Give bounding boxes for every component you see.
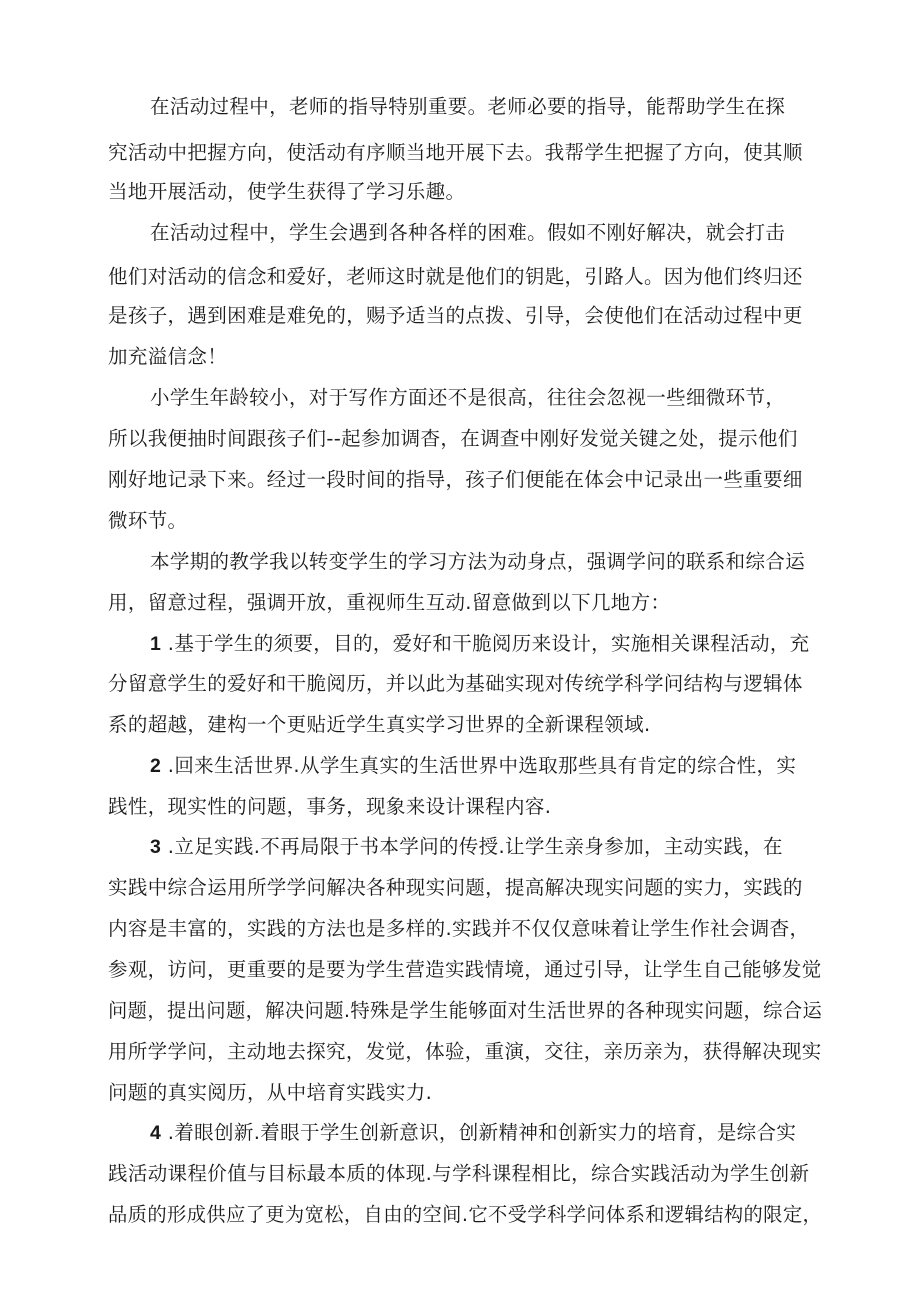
list-item-line: 3 .立足实践.不再局限于书本学问的传授.让学生亲身参加，主动实践，在 — [150, 835, 783, 858]
paragraph-line: 本学期的教学我以转变学生的学习方法为动身点，强调学问的联系和综合运 — [150, 550, 806, 573]
paragraph-line: 践性，现实性的问题，事务，现象来设计课程内容. — [108, 795, 552, 818]
paragraph-line: 实践中综合运用所学学问解决各种现实问题，提高解决现实问题的实力，实践的 — [108, 876, 803, 899]
paragraph-line: 问题，提出问题，解决问题.特殊是学生能够面对生活世界的各种现实问题，综合运 — [108, 999, 823, 1022]
paragraph-line: 用，留意过程，强调开放，重视师生互动.留意做到以下几地方： — [108, 591, 671, 614]
paragraph-line: 刚好地记录下来。经过一段时间的指导，孩子们便能在体会中记录出一些重要细 — [108, 468, 803, 491]
paragraph-line: 所以我便抽时间跟孩子们--起参加调杳，在调查中刚好发觉关键之处，提示他们 — [108, 427, 798, 450]
paragraph-line: 在活动过程中，老师的指导特别重要。老师必要的指导，能帮助学生在探 — [150, 95, 786, 118]
list-item-line: 1 .基于学生的须要，目的，爱好和干脆阅历来设计，实施相关课程活动，充 — [150, 632, 810, 655]
paragraph-line: 是孩子，遇到困难是难免的，赐予适当的点拨、引导，会使他们在活动过程中更 — [108, 304, 803, 327]
paragraph-line: 他们对活动的信念和爱好，老师这时就是他们的钥匙，引路人。因为他们终归还 — [108, 265, 803, 288]
paragraph-line: 系的超越，建构一个更贴近学生真实学习世界的全新课程领域. — [108, 713, 651, 736]
paragraph-line: 小学生年龄较小，对于写作方面还不是很高，往往会忽视一些细微环节， — [150, 386, 786, 409]
paragraph-line: 品质的形成供应了更为宽松，自由的空间.它不受学科学问体系和逻辑结构的限定， — [108, 1203, 823, 1226]
paragraph-line: 微环节。 — [108, 509, 188, 532]
paragraph-line: 问题的真实阅历，从中培育实践实力. — [108, 1081, 433, 1104]
list-item-line: 2 .回来生活世界.从学生真实的生活世界中选取那些具有肯定的综合性，实 — [150, 754, 797, 777]
list-number: 2 — [150, 755, 162, 777]
list-item-line: 4 .着眼创新.着眼于学生创新意识，创新精神和创新实力的培育，是综合实 — [150, 1121, 797, 1144]
paragraph-line: 当地开展活动，使学生获得了学习乐趣。 — [108, 180, 466, 203]
paragraph-line: 内容是丰富的，实践的方法也是多样的.实践并不仅仅意味着让学生作社会调杳， — [108, 917, 810, 940]
list-number: 4 — [150, 1122, 162, 1144]
list-number: 3 — [150, 836, 162, 858]
paragraph-line: 分留意学生的爱好和干脆阅历，并以此为基础实现对传统学科学问结构与逻辑体 — [108, 672, 803, 695]
paragraph-line: 究活动中把握方向，使活动有序顺当地开展下去。我帮学生把握了方向，使其顺 — [108, 141, 803, 164]
paragraph-line: 在活动过程中，学生会遇到各种各样的困难。假如不刚好解决，就会打击 — [150, 221, 786, 244]
paragraph-line: 参观，访问，更重要的是要为学生营造实践情境，通过引导，让学生自己能够发觉 — [108, 958, 822, 981]
list-number: 1 — [150, 633, 162, 655]
paragraph-line: 用所学学问，主动地去探究，发觉，体验，重演，交往，亲历亲为，获得解决现实 — [108, 1040, 822, 1063]
paragraph-line: 加充溢信念！ — [108, 345, 228, 368]
paragraph-line: 践活动课程价值与目标最本质的体现.与学科课程相比，综合实践活动为学生创新 — [108, 1162, 810, 1185]
